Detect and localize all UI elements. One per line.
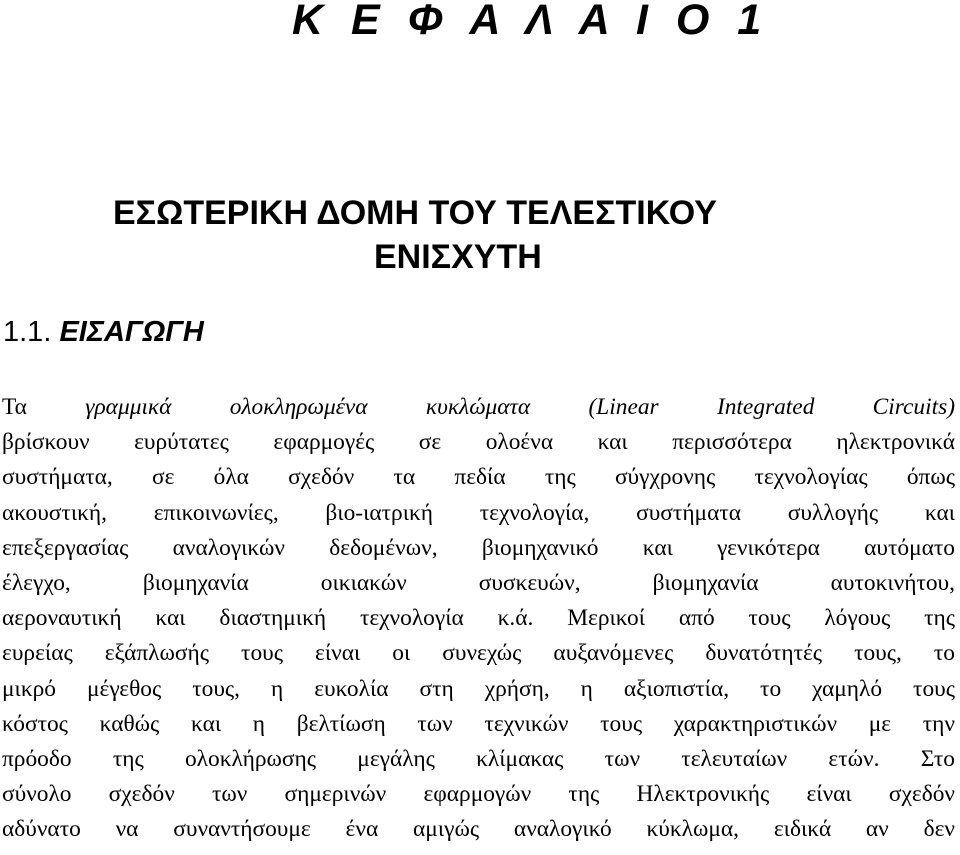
body-line: συστήματα, σε όλα σχεδόν τα πεδία της σύγχρονης τεχνολογίας όπως bbox=[2, 464, 955, 491]
chapter-heading-line-1: ΕΣΩΤΕΡΙΚΗ ΔΟΜΗ ΤΟΥ ΤΕΛΕΣΤΙΚΟΥ bbox=[113, 194, 717, 232]
body-line: αεροναυτική και διαστημική τεχνολογία κ.ά. Μερικοί από τους λόγους της bbox=[2, 605, 955, 632]
body-line: βρίσκουν ευρύτατες εφαρμογές σε ολοένα και περισσότερα ηλεκτρονικά bbox=[2, 429, 955, 456]
body-line: κόστος καθώς και η βελτίωση των τεχνικών τους χαρακτηριστικών με την bbox=[2, 710, 955, 737]
body-italic-term: γραμμικά ολοκληρωμένα κυκλώματα bbox=[85, 394, 531, 420]
body-line: ευρείας εξάπλωσής τους είναι οι συνεχώς αυξανόμενες δυνατότητές τους, το bbox=[2, 640, 955, 667]
body-line: πρόοδο της ολοκλήρωσης μεγάλης κλίμακας των τελευταίων ετών. Στο bbox=[2, 745, 955, 772]
section-heading bbox=[3, 313, 204, 351]
chapter-title: Κ Ε Φ Α Λ Α Ι Ο 1 bbox=[292, 0, 770, 44]
body-line: σύνολο σχεδόν των σημερινών εφαρμογών της Ηλεκτρονικής είναι σχεδόν bbox=[2, 781, 955, 808]
body-line bbox=[2, 390, 955, 425]
body-line: έλεγχο, βιομηχανία οικιακών συσκευών, βιομηχανία αυτοκινήτου, bbox=[2, 569, 955, 596]
body-text-segment: Τα bbox=[2, 394, 27, 420]
section-title: ΕΙΣΑΓΩΓΗ bbox=[59, 316, 204, 348]
chapter-heading-line-2: ΕΝΙΣΧΥΤΗ bbox=[374, 238, 542, 276]
body-line: επεξεργασίας αναλογικών δεδομένων, βιομηχανικό και γενικότερα αυτόματο bbox=[2, 534, 955, 561]
body-paragraph bbox=[2, 390, 955, 847]
body-italic-english-term: (Linear Integrated Circuits) bbox=[588, 394, 955, 420]
body-line: μικρό μέγεθος τους, η ευκολία στη χρήση, η αξιοπιστία, το χαμηλό τους bbox=[2, 675, 955, 702]
section-number: 1.1. bbox=[3, 316, 52, 348]
body-line: αδύνατο να συναντήσουμε ένα αμιγώς αναλογικό κύκλωμα, ειδικά αν δεν bbox=[2, 816, 955, 843]
body-line: ακουστική, επικοινωνίες, βιο-ιατρική τεχνολογία, συστήματα συλλογής και bbox=[2, 499, 955, 526]
